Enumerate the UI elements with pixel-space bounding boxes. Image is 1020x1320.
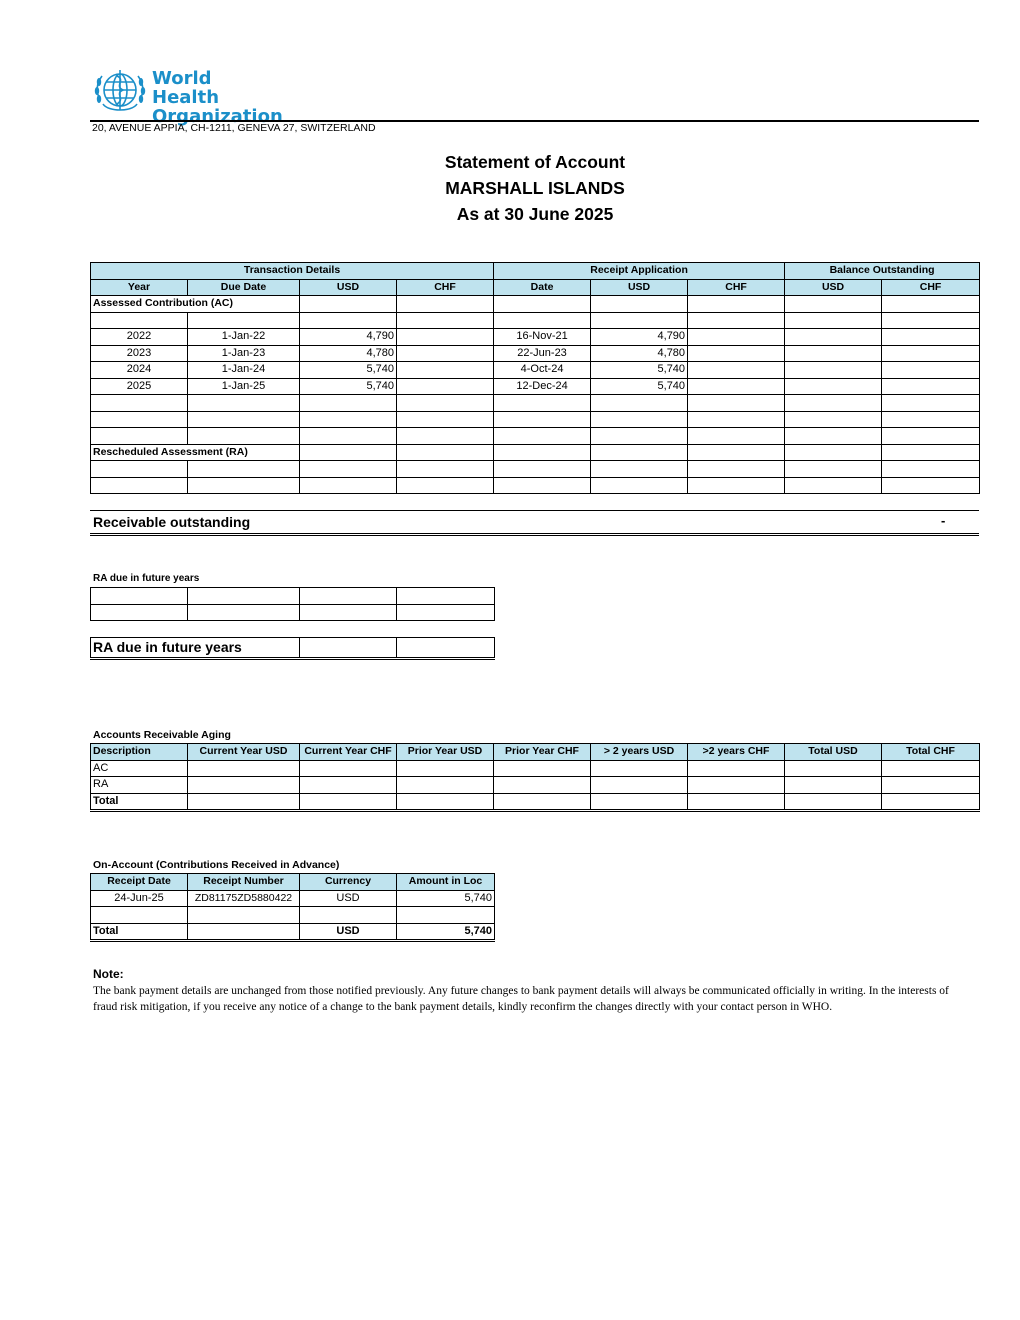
- aging-col-total-chf: Total CHF: [882, 744, 980, 761]
- blank-row: [91, 461, 980, 478]
- title-line2: MARSHALL ISLANDS: [445, 178, 625, 198]
- org-name: [152, 69, 283, 126]
- group-header-row: [91, 263, 980, 280]
- oa-receipt-number: ZD81175ZD5880422: [188, 890, 300, 907]
- aging-col-description: Description: [91, 744, 188, 761]
- row-due-date: 1-Jan-23: [188, 345, 300, 362]
- ra-future-total-row: [91, 638, 495, 659]
- aging-total-row: [91, 793, 980, 811]
- column-header-row: [91, 279, 980, 296]
- row-receipt-usd: 4,790: [591, 329, 688, 346]
- aging-table: [90, 743, 980, 812]
- row-due-date: 1-Jan-25: [188, 378, 300, 395]
- col-chf: CHF: [397, 279, 494, 296]
- section-ra-row: [91, 444, 980, 461]
- blank-row: [91, 395, 980, 412]
- row-due-date: 1-Jan-22: [188, 329, 300, 346]
- row-receipt-date: 22-Jun-23: [494, 345, 591, 362]
- col-receipt-chf: CHF: [688, 279, 785, 296]
- section-ra-label: Rescheduled Assessment (RA): [91, 444, 300, 461]
- table-row: [91, 329, 980, 346]
- org-name-line2: Organization: [152, 106, 283, 127]
- aging-caption: Accounts Receivable Aging: [93, 729, 231, 741]
- oa-currency: USD: [300, 890, 397, 907]
- org-name-line1: World Health: [152, 68, 220, 108]
- aging-col-prior-chf: Prior Year CHF: [494, 744, 591, 761]
- group-balance-outstanding: Balance Outstanding: [785, 263, 980, 280]
- table-row: [91, 362, 980, 379]
- row-usd: 4,780: [300, 345, 397, 362]
- row-usd: 5,740: [300, 378, 397, 395]
- ra-future-caption: RA due in future years: [93, 573, 200, 584]
- note-body: The bank payment details are unchanged from those notified previously. Any future changes to bank payment details will always be communicated officially in writing. In the interests of fraud risk mitigation, if you receive any notice of a change to the bank payment details, kindly reconfirm the changes directly with your contact person in WHO.: [93, 985, 949, 1013]
- oa-total-amount: 5,740: [397, 923, 495, 941]
- blank-row: [91, 477, 980, 494]
- oa-receipt-date: 24-Jun-25: [91, 890, 188, 907]
- group-transaction-details: Transaction Details: [91, 263, 494, 280]
- oa-total-label: Total: [91, 923, 188, 941]
- on-account-header-row: [91, 874, 495, 891]
- aging-col-2y-usd: > 2 years USD: [591, 744, 688, 761]
- table-row: [91, 345, 980, 362]
- col-year: Year: [91, 279, 188, 296]
- title-line3: As at 30 June 2025: [456, 204, 614, 224]
- col-receipt-usd: USD: [591, 279, 688, 296]
- blank-row: [91, 604, 495, 621]
- aging-total-label: Total: [91, 793, 188, 811]
- aging-col-total-usd: Total USD: [785, 744, 882, 761]
- section-ac-label: Assessed Contribution (AC): [91, 296, 300, 313]
- row-year: 2024: [91, 362, 188, 379]
- row-receipt-usd: 4,780: [591, 345, 688, 362]
- col-balance-chf: CHF: [882, 279, 980, 296]
- who-logo: [90, 66, 283, 127]
- section-ac-row: [91, 296, 980, 313]
- on-account-caption: On-Account (Contributions Received in Advance): [93, 859, 340, 871]
- col-date: Date: [494, 279, 591, 296]
- row-year: 2023: [91, 345, 188, 362]
- oa-col-receipt-number: Receipt Number: [188, 874, 300, 891]
- oa-amount: 5,740: [397, 890, 495, 907]
- receivable-outstanding-row: [90, 510, 979, 536]
- row-receipt-usd: 5,740: [591, 378, 688, 395]
- aging-col-prior-usd: Prior Year USD: [397, 744, 494, 761]
- blank-row: [91, 312, 980, 329]
- row-receipt-usd: 5,740: [591, 362, 688, 379]
- oa-col-currency: Currency: [300, 874, 397, 891]
- blank-row: [91, 588, 495, 605]
- aging-col-current-usd: Current Year USD: [188, 744, 300, 761]
- row-year: 2025: [91, 378, 188, 395]
- oa-col-receipt-date: Receipt Date: [91, 874, 188, 891]
- aging-header-row: [91, 744, 980, 761]
- ra-future-total-table: [90, 637, 495, 660]
- ra-future-total-label: RA due in future years: [91, 638, 300, 659]
- col-due-date: Due Date: [188, 279, 300, 296]
- blank-row: [91, 428, 980, 445]
- receivable-outstanding-label: Receivable outstanding: [93, 514, 251, 530]
- row-receipt-date: 4-Oct-24: [494, 362, 591, 379]
- col-balance-usd: USD: [785, 279, 882, 296]
- col-usd: USD: [300, 279, 397, 296]
- table-row: [91, 777, 980, 794]
- row-due-date: 1-Jan-24: [188, 362, 300, 379]
- who-emblem-icon: [90, 66, 150, 118]
- aging-row-label: AC: [91, 760, 188, 777]
- ra-future-table: [90, 587, 495, 621]
- aging-col-current-chf: Current Year CHF: [300, 744, 397, 761]
- row-receipt-date: 16-Nov-21: [494, 329, 591, 346]
- table-row: [91, 378, 980, 395]
- receivable-outstanding-value: -: [941, 513, 946, 528]
- table-row: [91, 760, 980, 777]
- oa-total-currency: USD: [300, 923, 397, 941]
- address: 20, AVENUE APPIA, CH-1211, GENEVA 27, SWITZERLAND: [92, 122, 376, 134]
- row-year: 2022: [91, 329, 188, 346]
- aging-col-2y-chf: >2 years CHF: [688, 744, 785, 761]
- table-row: [91, 890, 495, 907]
- oa-col-amount: Amount in Loc: [397, 874, 495, 891]
- aging-row-label: RA: [91, 777, 188, 794]
- blank-row: [91, 411, 980, 428]
- on-account-table: [90, 873, 495, 942]
- on-account-total-row: [91, 923, 495, 941]
- note-title: Note:: [93, 967, 124, 981]
- row-receipt-date: 12-Dec-24: [494, 378, 591, 395]
- row-usd: 5,740: [300, 362, 397, 379]
- row-usd: 4,790: [300, 329, 397, 346]
- group-receipt-application: Receipt Application: [494, 263, 785, 280]
- blank-row: [91, 907, 495, 924]
- title-line1: Statement of Account: [444, 152, 626, 172]
- statement-table: [90, 262, 980, 494]
